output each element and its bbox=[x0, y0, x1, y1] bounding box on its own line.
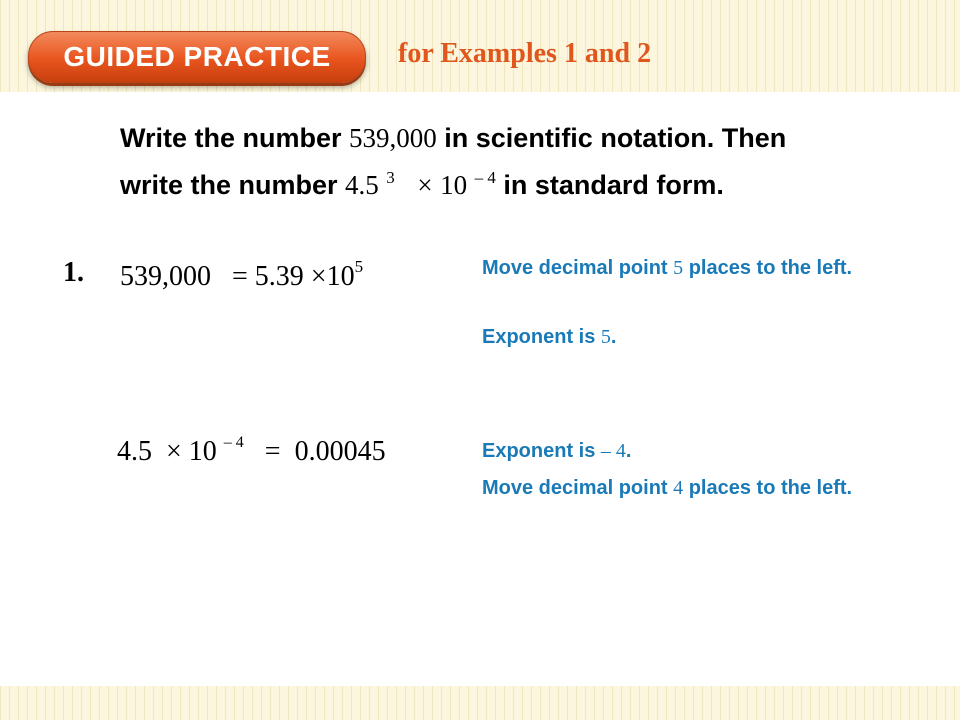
step1-note-exponent bbox=[482, 323, 616, 351]
step1-equation bbox=[120, 257, 363, 293]
times-symbol: × bbox=[166, 436, 182, 467]
problem-text: write the number bbox=[120, 170, 346, 200]
step2-mantissa: 4.5 bbox=[117, 436, 152, 467]
problem-statement bbox=[120, 118, 940, 205]
problem-number: 539,000 bbox=[349, 123, 437, 153]
note-text: places to the left. bbox=[683, 477, 853, 499]
problem-text: Write the number bbox=[120, 123, 350, 153]
guided-practice-badge bbox=[28, 31, 366, 83]
equals-sign: = bbox=[264, 436, 281, 467]
problem-text: in scientific notation. Then bbox=[436, 123, 787, 153]
problem-exponent: – 4 bbox=[474, 168, 496, 187]
step2-exponent: – 4 bbox=[223, 434, 244, 451]
note-text: Move decimal point bbox=[482, 257, 674, 279]
subtitle: for Examples 1 and 2 bbox=[398, 38, 652, 69]
item-number: 1. bbox=[63, 257, 84, 288]
badge-label: GUIDED PRACTICE bbox=[63, 41, 331, 72]
problem-line-2 bbox=[120, 158, 940, 205]
problem-stray-superscript: 3 bbox=[386, 168, 395, 187]
problem-line-1 bbox=[120, 118, 940, 158]
note-text: Move decimal point bbox=[482, 477, 674, 499]
step2-note-exponent bbox=[482, 437, 631, 465]
step2-note-move bbox=[482, 474, 902, 502]
problem-text: in standard form. bbox=[495, 170, 724, 200]
step2-equation bbox=[117, 434, 386, 468]
footer-band bbox=[0, 686, 960, 720]
note-text: . bbox=[625, 440, 632, 462]
note-text: Exponent is bbox=[482, 326, 601, 348]
problem-mantissa: 4.5 bbox=[345, 170, 379, 200]
note-text: places to the left. bbox=[683, 257, 853, 279]
note-number: 5 bbox=[673, 257, 684, 279]
problem-base: 10 bbox=[440, 170, 468, 200]
step1-mantissa: 5.39 bbox=[254, 261, 304, 292]
step2-base: 10 bbox=[188, 436, 217, 467]
note-number: – 4 bbox=[600, 440, 626, 462]
times-symbol: × bbox=[417, 170, 433, 200]
step2-result: 0.00045 bbox=[294, 436, 386, 467]
equals-sign: = bbox=[232, 261, 248, 292]
step1-exponent: 5 bbox=[354, 257, 364, 276]
note-text: Exponent is bbox=[482, 440, 601, 462]
note-number: 5 bbox=[600, 326, 611, 348]
note-text: . bbox=[610, 326, 617, 348]
times-symbol: × bbox=[310, 261, 327, 292]
note-number: 4 bbox=[673, 477, 684, 499]
step1-lhs: 539,000 bbox=[120, 261, 211, 292]
step1-note-move bbox=[482, 254, 902, 282]
step1-base: 10 bbox=[326, 261, 355, 292]
